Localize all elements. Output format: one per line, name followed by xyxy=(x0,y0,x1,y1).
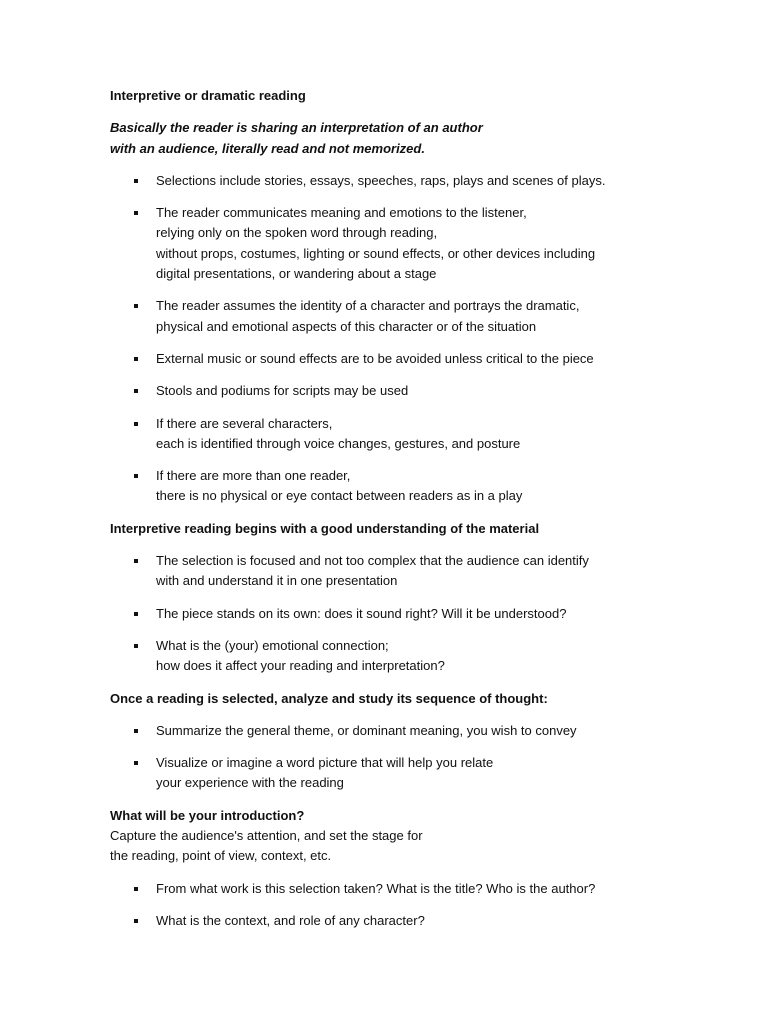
list-item-text: From what work is this selection taken? What is the title? Who is the author? xyxy=(156,880,596,896)
list-item xyxy=(110,636,668,677)
square-bullet-icon xyxy=(134,559,138,563)
square-bullet-icon xyxy=(134,357,138,361)
list-item xyxy=(110,466,668,507)
list-item xyxy=(110,203,668,284)
section4-text-line: Capture the audience's attention, and set the stage for xyxy=(110,828,423,844)
list-item-text: If there are more than one reader, xyxy=(156,468,351,484)
list-item-text: The reader communicates meaning and emotions to the listener, xyxy=(156,205,527,221)
square-bullet-icon xyxy=(134,761,138,765)
list-item-text: Stools and podiums for scripts may be used xyxy=(156,383,409,399)
list-item xyxy=(110,604,668,624)
square-bullet-icon xyxy=(134,304,138,308)
list-item-text: with and understand it in one presentation xyxy=(156,573,398,589)
list-item-text: If there are several characters, xyxy=(156,415,333,431)
list-item xyxy=(110,879,668,899)
list-item xyxy=(110,296,668,337)
list-item-text: how does it affect your reading and interpretation? xyxy=(156,658,445,674)
list-item-text: digital presentations, or wandering about a stage xyxy=(156,266,437,282)
list-item xyxy=(110,349,668,369)
section4-text xyxy=(110,826,668,867)
intro-paragraph xyxy=(110,118,668,159)
square-bullet-icon xyxy=(134,612,138,616)
section4-heading: What will be your introduction? xyxy=(110,807,305,823)
section3-bullet-list xyxy=(110,721,668,794)
list-item xyxy=(110,911,668,931)
list-item-text: relying only on the spoken word through reading, xyxy=(156,225,438,241)
square-bullet-icon xyxy=(134,179,138,183)
list-item xyxy=(110,381,668,401)
list-item xyxy=(110,551,668,592)
section3-heading: Once a reading is selected, analyze and study its sequence of thought: xyxy=(110,690,548,706)
list-item-text: there is no physical or eye contact between readers as in a play xyxy=(156,488,523,504)
list-item-text: The piece stands on its own: does it sound right? Will it be understood? xyxy=(156,605,567,621)
list-item-text: The reader assumes the identity of a character and portrays the dramatic, xyxy=(156,298,580,314)
square-bullet-icon xyxy=(134,211,138,215)
list-item xyxy=(110,753,668,794)
list-item-text: Summarize the general theme, or dominant meaning, you wish to convey xyxy=(156,722,577,738)
list-item-text: What is the (your) emotional connection; xyxy=(156,637,389,653)
section4-text-line: the reading, point of view, context, etc. xyxy=(110,848,332,864)
list-item xyxy=(110,414,668,455)
list-item-text: Visualize or imagine a word picture that will help you relate xyxy=(156,755,494,771)
list-item xyxy=(110,171,668,191)
section1-bullet-list xyxy=(110,171,668,507)
list-item-text: without props, costumes, lighting or sound effects, or other devices including xyxy=(156,245,596,261)
intro-line: Basically the reader is sharing an interpretation of an author xyxy=(110,120,483,136)
square-bullet-icon xyxy=(134,474,138,478)
section4-bullet-list xyxy=(110,879,668,932)
square-bullet-icon xyxy=(134,729,138,733)
section2-heading: Interpretive reading begins with a good understanding of the material xyxy=(110,520,540,536)
square-bullet-icon xyxy=(134,389,138,393)
square-bullet-icon xyxy=(134,422,138,426)
intro-line: with an audience, literally read and not memorized. xyxy=(110,140,425,156)
list-item-text: your experience with the reading xyxy=(156,775,344,791)
square-bullet-icon xyxy=(134,919,138,923)
list-item-text: Selections include stories, essays, speeches, raps, plays and scenes of plays. xyxy=(156,172,606,188)
square-bullet-icon xyxy=(134,887,138,891)
square-bullet-icon xyxy=(134,644,138,648)
document-title: Interpretive or dramatic reading xyxy=(110,88,306,103)
list-item-text: each is identified through voice changes, gestures, and posture xyxy=(156,435,521,451)
list-item-text: The selection is focused and not too complex that the audience can identify xyxy=(156,553,589,569)
list-item-text: What is the context, and role of any character? xyxy=(156,912,425,928)
list-item xyxy=(110,721,668,741)
section2-bullet-list xyxy=(110,551,668,676)
list-item-text: External music or sound effects are to be avoided unless critical to the piece xyxy=(156,350,594,366)
list-item-text: physical and emotional aspects of this character or of the situation xyxy=(156,318,537,334)
